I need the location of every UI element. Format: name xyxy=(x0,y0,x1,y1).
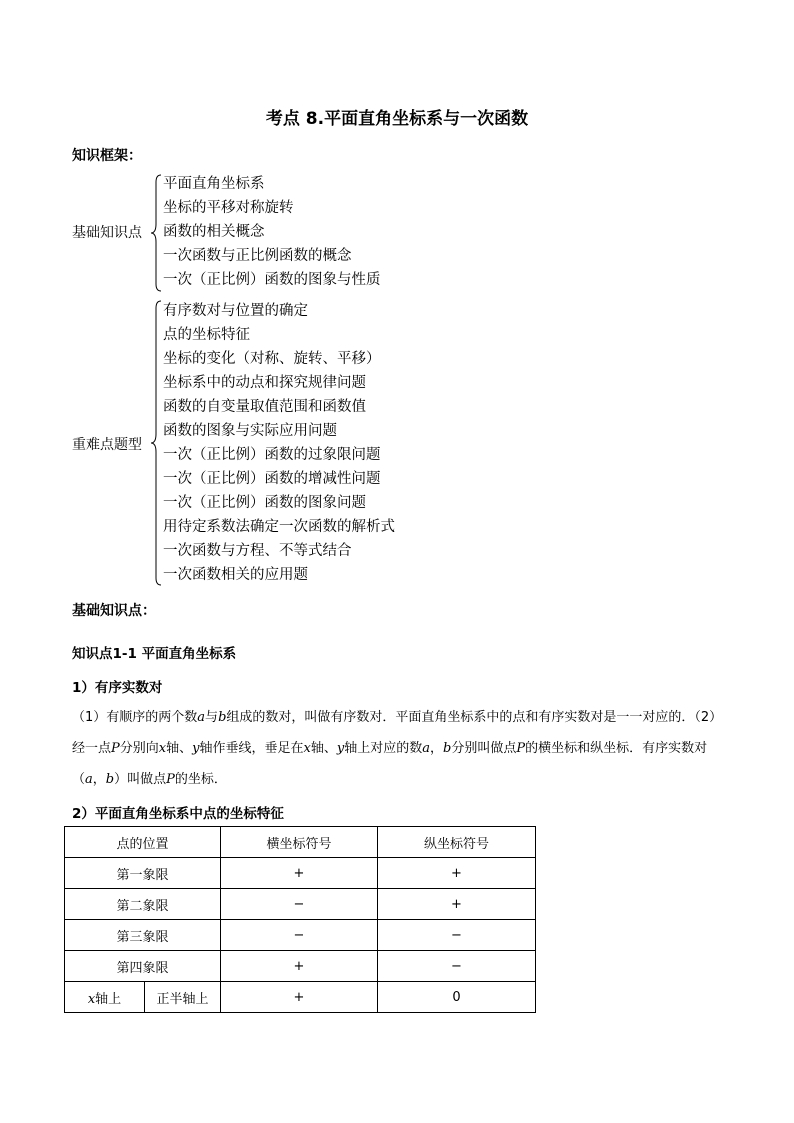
key-item: 一次函数相关的应用题 xyxy=(163,567,308,583)
key-item: 一次（正比例）函数的图象问题 xyxy=(163,495,366,511)
subsection-2-heading: 2）平面直角坐标系中点的坐标特征 xyxy=(72,806,284,822)
table-cell: 第一象限 xyxy=(65,858,221,889)
header-cell: 点的位置 xyxy=(65,827,221,858)
table-cell: − xyxy=(378,920,536,951)
key-item: 函数的图象与实际应用问题 xyxy=(163,423,337,439)
table-cell: 正半轴上 xyxy=(145,982,221,1013)
key-item: 一次函数与方程、不等式结合 xyxy=(163,543,352,559)
table-cell: 第二象限 xyxy=(65,889,221,920)
table-cell: + xyxy=(221,982,378,1013)
table-row xyxy=(65,951,536,982)
key-group-label: 重难点题型 xyxy=(72,437,142,453)
key-item: 一次（正比例）函数的增减性问题 xyxy=(163,471,381,487)
basic-item: 平面直角坐标系 xyxy=(163,176,265,192)
key-item: 坐标系中的动点和探究规律问题 xyxy=(163,375,366,391)
basic-group-label: 基础知识点 xyxy=(72,225,142,241)
header-cell: 横坐标符号 xyxy=(221,827,378,858)
table-cell: − xyxy=(221,889,378,920)
table-cell: + xyxy=(221,951,378,982)
key-item: 函数的自变量取值范围和函数值 xyxy=(163,399,366,415)
table-cell: + xyxy=(378,858,536,889)
table-cell: 第三象限 xyxy=(65,920,221,951)
key-item: 用待定系数法确定一次函数的解析式 xyxy=(163,519,395,535)
basic-item: 一次（正比例）函数的图象与性质 xyxy=(163,272,381,288)
table-cell: 第四象限 xyxy=(65,951,221,982)
table-cell: x轴上 xyxy=(65,982,145,1013)
page-title: 考点 8.平面直角坐标系与一次函数 xyxy=(265,109,529,129)
table-row xyxy=(65,889,536,920)
coordinate-sign-table xyxy=(64,826,536,1013)
subsection-1-heading: 1）有序实数对 xyxy=(72,680,163,696)
knowledge-point-heading: 知识点1-1 平面直角坐标系 xyxy=(72,646,237,662)
table-cell: + xyxy=(221,858,378,889)
basic-group-brace xyxy=(150,174,162,292)
table-row xyxy=(65,858,536,889)
key-group-list xyxy=(163,299,395,587)
key-item: 坐标的变化（对称、旋转、平移） xyxy=(163,351,381,367)
basic-item: 坐标的平移对称旋转 xyxy=(163,200,294,216)
key-item: 有序数对与位置的确定 xyxy=(163,303,308,319)
basic-item: 函数的相关概念 xyxy=(163,224,265,240)
framework-heading: 知识框架： xyxy=(72,148,142,164)
table-row xyxy=(65,982,536,1013)
table-header-row xyxy=(65,827,536,858)
key-group-brace xyxy=(150,300,162,586)
table-row xyxy=(65,920,536,951)
definition-paragraph: （1）有顺序的两个数a与b组成的数对，叫做有序数对．平面直角坐标系中的点和有序实数对是一一对应的．（2）经一点P分别向x轴、y轴作垂线，垂足在x轴、y轴上对应的数a，b分别叫做点P的横坐标和纵坐标．有序实数对（a，b）叫做点P的坐标． xyxy=(72,710,723,787)
table-cell: 0 xyxy=(378,982,536,1013)
table-cell: − xyxy=(221,920,378,951)
key-item: 点的坐标特征 xyxy=(163,327,250,343)
header-cell: 纵坐标符号 xyxy=(378,827,536,858)
basic-knowledge-heading: 基础知识点： xyxy=(72,603,156,619)
table-cell: − xyxy=(378,951,536,982)
key-item: 一次（正比例）函数的过象限问题 xyxy=(163,447,381,463)
basic-group-list xyxy=(163,172,381,292)
table-cell: + xyxy=(378,889,536,920)
basic-item: 一次函数与正比例函数的概念 xyxy=(163,248,352,264)
